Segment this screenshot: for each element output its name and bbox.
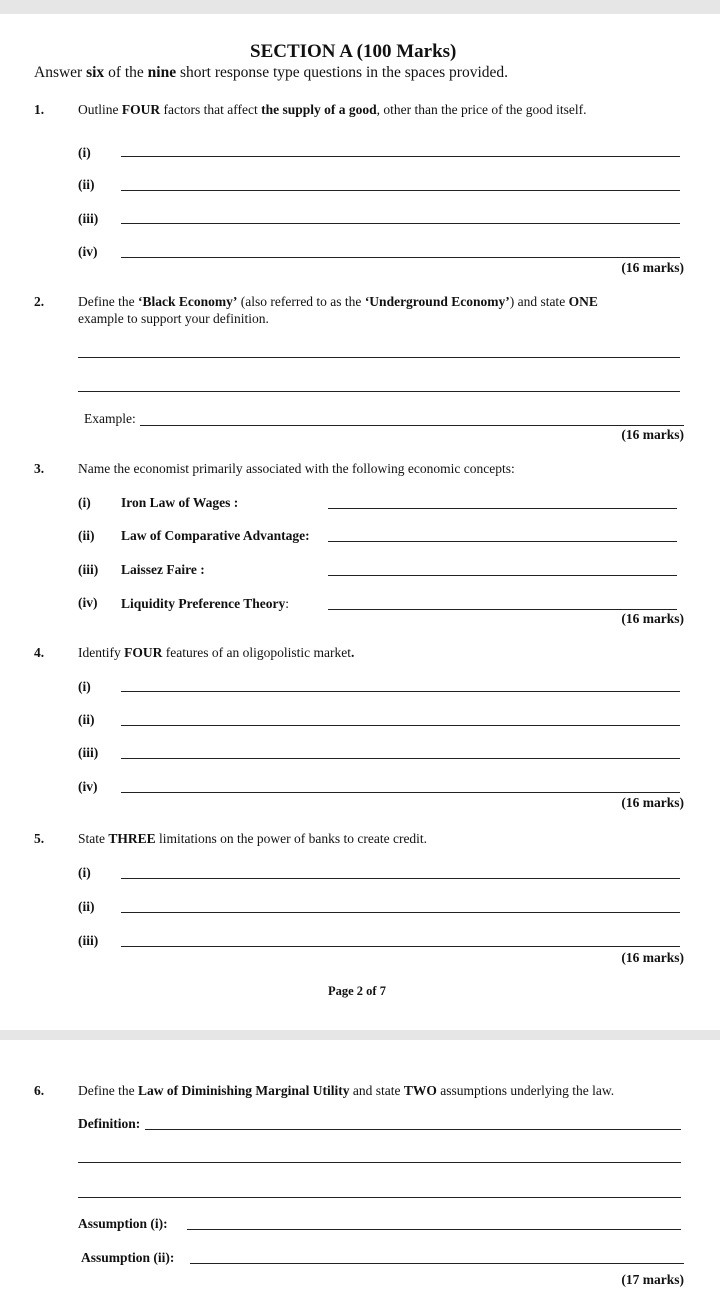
q6-marks: (17 marks) [621, 1272, 684, 1287]
question-1-text: Outline FOUR factors that affect the supply of a good, other than the price of the good itself. [78, 102, 587, 117]
q6-assumption-i-label: Assumption (i): [78, 1216, 168, 1231]
q1-item-i-label: (i) [78, 145, 91, 160]
q3-answer-line-iii[interactable] [328, 575, 677, 576]
question-5-number: 5. [34, 831, 45, 846]
q3-concept-liquidity-preference: Liquidity Preference Theory: [121, 596, 290, 611]
question-6-text: Define the Law of Diminishing Marginal Utility and state TWO assumptions underlying the law. [78, 1083, 615, 1098]
q6-assumption-ii-label: Assumption (ii): [81, 1250, 175, 1265]
question-2-number: 2. [34, 294, 45, 309]
q3-item-iv-label: (iv) [78, 595, 98, 610]
q3-concept-comparative-advantage: Law of Comparative Advantage: [121, 528, 310, 543]
q1-item-ii-label: (ii) [78, 177, 95, 192]
q4-answer-line-iii[interactable] [121, 758, 680, 759]
q3-answer-line-iv[interactable] [328, 609, 677, 610]
q2-answer-line-1[interactable] [78, 357, 680, 358]
q6-definition-line-3[interactable] [78, 1197, 681, 1198]
q3-concept-iron-law: Iron Law of Wages : [121, 495, 239, 510]
question-1-number: 1. [34, 102, 45, 117]
q6-definition-line-2[interactable] [78, 1162, 681, 1163]
q2-example-line[interactable] [140, 425, 684, 426]
q2-example-label: Example: [84, 411, 136, 426]
q3-marks: (16 marks) [621, 611, 684, 626]
page-2 [0, 14, 720, 1030]
q3-item-i-label: (i) [78, 495, 91, 510]
q1-answer-line-i[interactable] [121, 156, 680, 157]
section-title: SECTION A (100 Marks) [250, 41, 457, 62]
q5-item-ii-label: (ii) [78, 899, 95, 914]
q3-concept-laissez-faire: Laissez Faire : [121, 562, 205, 577]
q6-definition-line-1[interactable] [145, 1129, 681, 1130]
q3-answer-line-i[interactable] [328, 508, 677, 509]
q1-answer-line-iv[interactable] [121, 257, 680, 258]
q6-definition-label: Definition: [78, 1116, 141, 1131]
page-number: Page 2 of 7 [328, 984, 386, 998]
q2-marks: (16 marks) [621, 427, 684, 442]
q4-answer-line-ii[interactable] [121, 725, 680, 726]
q3-item-iii-label: (iii) [78, 562, 99, 577]
q5-answer-line-ii[interactable] [121, 912, 680, 913]
q1-answer-line-ii[interactable] [121, 190, 680, 191]
q5-answer-line-i[interactable] [121, 878, 680, 879]
question-3-number: 3. [34, 461, 45, 476]
q4-item-ii-label: (ii) [78, 712, 95, 727]
q3-item-ii-label: (ii) [78, 528, 95, 543]
q5-marks: (16 marks) [621, 950, 684, 965]
q4-answer-line-iv[interactable] [121, 792, 680, 793]
question-2-text: Define the ‘Black Economy’ (also referred to as the ‘Underground Economy’) and state ONE [78, 294, 598, 309]
question-4-text: Identify FOUR features of an oligopolistic market. [78, 645, 355, 660]
q1-item-iii-label: (iii) [78, 211, 99, 226]
question-2-text-line-2: example to support your definition. [78, 311, 269, 326]
q3-answer-line-ii[interactable] [328, 541, 677, 542]
question-4-number: 4. [34, 645, 45, 660]
q5-item-i-label: (i) [78, 865, 91, 880]
q4-item-iii-label: (iii) [78, 745, 99, 760]
question-5-text: State THREE limitations on the power of banks to create credit. [78, 831, 428, 846]
q1-marks: (16 marks) [621, 260, 684, 275]
section-instructions: Answer six of the nine short response type questions in the spaces provided. [34, 64, 509, 81]
question-3-text: Name the economist primarily associated with the following economic concepts: [78, 461, 515, 476]
question-6-number: 6. [34, 1083, 45, 1098]
q6-assumption-i-line[interactable] [187, 1229, 681, 1230]
q5-answer-line-iii[interactable] [121, 946, 680, 947]
q4-marks: (16 marks) [621, 795, 684, 810]
page-3 [0, 1040, 720, 1300]
q5-item-iii-label: (iii) [78, 933, 99, 948]
q4-item-iv-label: (iv) [78, 779, 98, 794]
q2-answer-line-2[interactable] [78, 391, 680, 392]
q6-assumption-ii-line[interactable] [190, 1263, 684, 1264]
q4-item-i-label: (i) [78, 679, 91, 694]
q1-answer-line-iii[interactable] [121, 223, 680, 224]
q1-item-iv-label: (iv) [78, 244, 98, 259]
q4-answer-line-i[interactable] [121, 691, 680, 692]
